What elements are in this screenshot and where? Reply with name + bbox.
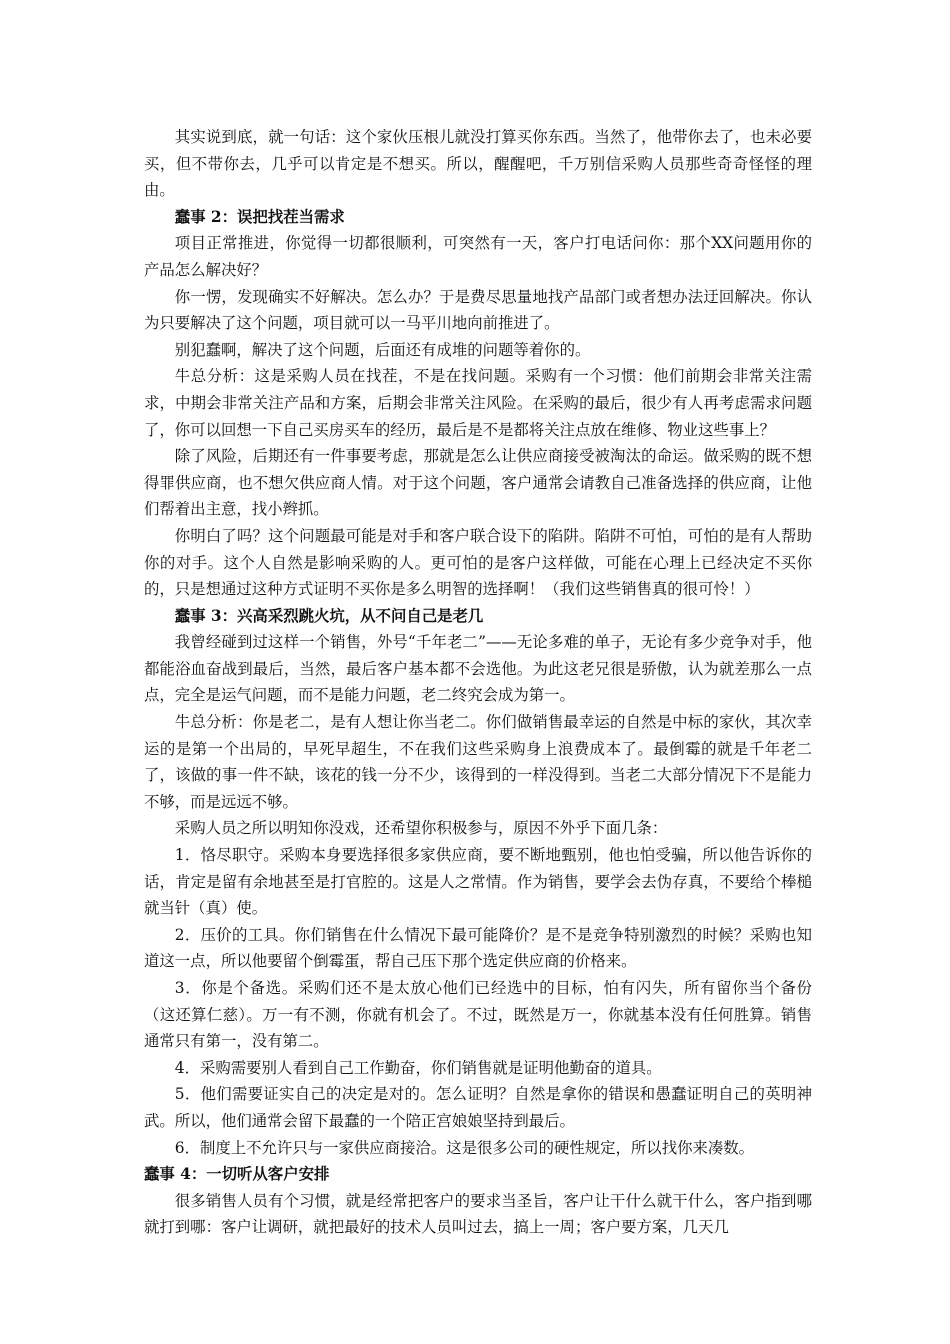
list-item: 3．你是个备选。采购们还不是太放心他们已经选中的目标，怕有闪失，所有留你当个备份（这还算仁慈）。万一有不测，你就有机会了。不过，既然是万一，你就基本没有任何胜算。销售通常只有第一，没有第二。 <box>144 979 812 1051</box>
section-heading: 蠢事 2：误把找茬当需求 <box>174 207 345 226</box>
paragraph: 项目正常推进，你觉得一切都很顺利，可突然有一天，客户打电话问你：那个XX问题用你的产品怎么解决好？ <box>144 234 812 279</box>
section-heading: 蠢事 3：兴高采烈跳火坑，从不问自己是老几 <box>174 606 484 625</box>
paragraph: 除了风险，后期还有一件事要考虑，那就是怎么让供应商接受被淘汰的命运。做采购的既不想得罪供应商，也不想欠供应商人情。对于这个问题，客户通常会请教自己准备选择的供应商，让他们帮着出主意，找小辫抓。 <box>144 447 812 519</box>
list-item: 1．恪尽职守。采购本身要选择很多家供应商，要不断地甄别，他也怕受骗，所以他告诉你的话，肯定是留有余地甚至是打官腔的。这是人之常情。作为销售，要学会去伪存真，不要给个棒槌就当针（真）使。 <box>144 846 812 918</box>
paragraph: 我曾经碰到过这样一个销售，外号“千年老二”——无论多难的单子，无论有多少竞争对手，他都能浴血奋战到最后，当然，最后客户基本都不会选他。为此这老兄很是骄傲，认为就差那么一点点，完全是运气问题，而不是能力问题，老二终究会成为第一。 <box>144 633 812 705</box>
paragraph: 你一愣，发现确实不好解决。怎么办？于是费尽思量地找产品部门或者想办法迂回解决。你认为只要解决了这个问题，项目就可以一马平川地向前推进了。 <box>144 287 812 333</box>
paragraph: 很多销售人员有个习惯，就是经常把客户的要求当圣旨，客户让干什么就干什么，客户指到哪就打到哪：客户让调研，就把最好的技术人员叫过去，搞上一周；客户要方案，几天几 <box>144 1191 812 1237</box>
list-item: 5．他们需要证实自己的决定是对的。怎么证明？自然是拿你的错误和愚蠢证明自己的英明神武。所以，他们通常会留下最蠢的一个陪正宫娘娘坚持到最后。 <box>144 1085 812 1130</box>
document-page <box>144 124 812 1241</box>
paragraph: 牛总分析：这是采购人员在找茬，不是在找问题。采购有一个习惯：他们前期会非常关注需求，中期会非常关注产品和方案，后期会非常关注风险。在采购的最后，很少有人再考虑需求问题了，你可以回想一下自己买房买车的经历，最后是不是都将关注点放在维修、物业这些事上？ <box>144 367 812 439</box>
paragraph: 采购人员之所以明知你没戏，还希望你积极参与，原因不外乎下面几条： <box>174 819 668 838</box>
paragraph: 牛总分析：你是老二，是有人想让你当老二。你们做销售最幸运的自然是中标的家伙，其次幸运的是第一个出局的，早死早超生，不在我们这些采购身上浪费成本了。最倒霉的就是千年老二了，该做的事一件不缺，该花的钱一分不少，该得到的一样没得到。当老二大部分情况下不是能力不够，而是远远不够。 <box>144 713 812 811</box>
paragraph: 你明白了吗？这个问题最可能是对手和客户联合设下的陷阱。陷阱不可怕，可怕的是有人帮助你的对手。这个人自然是影响采购的人。更可怕的是客户这样做，可能在心理上已经决定不买你的，只是想通过这种方式证明不买你是多么明智的选择啊！（我们这些销售真的很可怜！） <box>144 526 812 599</box>
list-item: 6．制度上不允许只与一家供应商接洽。这是很多公司的硬性规定，所以找你来凑数。 <box>174 1138 755 1157</box>
paragraph: 别犯蠢啊，解决了这个问题，后面还有成堆的问题等着你的。 <box>174 340 591 359</box>
paragraph: 其实说到底，就一句话：这个家伙压根儿就没打算买你东西。当然了，他带你去了，也未必要买，但不带你去，几乎可以肯定是不想买。所以，醒醒吧，千万别信采购人员那些奇奇怪怪的理由。 <box>144 128 812 200</box>
section-heading: 蠢事 4：一切听从客户安排 <box>144 1165 330 1184</box>
list-item: 4．采购需要别人看到自己工作勤奋，你们销售就是证明他勤奋的道具。 <box>174 1058 662 1077</box>
list-item: 2．压价的工具。你们销售在什么情况下最可能降价？是不是竞争特别激烈的时候？采购也知道这一点，所以他要留个倒霉蛋，帮自己压下那个选定供应商的价格来。 <box>144 925 812 971</box>
